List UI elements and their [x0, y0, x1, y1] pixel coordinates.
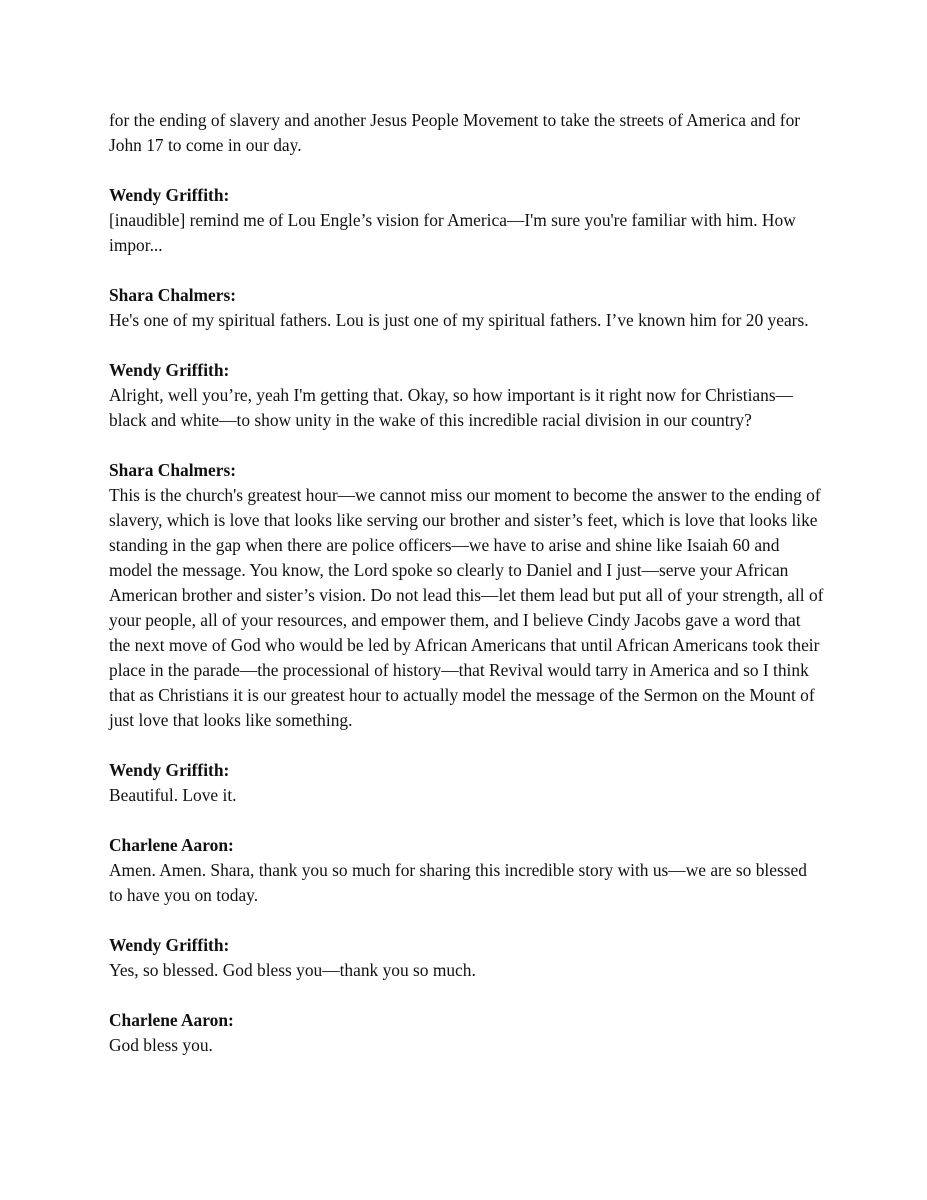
speaker-name: Shara Chalmers:	[109, 285, 237, 305]
speech-text: God bless you.	[109, 1035, 213, 1055]
speech-text: [inaudible] remind me of Lou Engle’s vision for America—I'm sure you're familiar with him. How impor...	[109, 210, 796, 255]
intro-paragraph: for the ending of slavery and another Jesus People Movement to take the streets of America and for John 17 to come in our day.	[109, 110, 801, 155]
transcript-turn	[109, 758, 824, 808]
transcript-turn	[109, 283, 824, 333]
speaker-name: Charlene Aaron:	[109, 1010, 234, 1030]
speech-text: He's one of my spiritual fathers. Lou is just one of my spiritual fathers. I’ve known him for 20 years.	[109, 310, 809, 330]
speech-text: Alright, well you’re, yeah I'm getting that. Okay, so how important is it right now for Christians—black and white—to show unity in the wake of this incredible racial division in our country?	[109, 385, 793, 430]
speech-text: Amen. Amen. Shara, thank you so much for sharing this incredible story with us—we are so blessed to have you on today.	[109, 860, 807, 905]
speaker-name: Shara Chalmers:	[109, 460, 237, 480]
speaker-name: Wendy Griffith:	[109, 935, 230, 955]
transcript-turn	[109, 183, 824, 258]
transcript-turn	[109, 1008, 824, 1058]
speaker-name: Charlene Aaron:	[109, 835, 234, 855]
speech-text: Yes, so blessed. God bless you—thank you so much.	[109, 960, 476, 980]
speaker-name: Wendy Griffith:	[109, 760, 230, 780]
transcript-turn	[109, 358, 824, 433]
transcript-turn	[109, 458, 824, 733]
speech-text: Beautiful. Love it.	[109, 785, 237, 805]
speaker-name: Wendy Griffith:	[109, 185, 230, 205]
transcript-page	[109, 108, 824, 1083]
speaker-name: Wendy Griffith:	[109, 360, 230, 380]
transcript-turn	[109, 833, 824, 908]
transcript-turn	[109, 933, 824, 983]
speech-text: This is the church's greatest hour—we cannot miss our moment to become the answer to the ending of slavery, which is love that looks like serving our brother and sister’s feet, which is love that looks like standing in the gap when there are police officers—we have to arise and shine like Isaiah 60 and model the message. You know, the Lord spoke so clearly to Daniel and I just—serve your African American brother and sister’s vision. Do not lead this—let them lead but put all of your strength, all of your people, all of your resources, and empower them, and I believe Cindy Jacobs gave a word that the next move of God who would be led by African Americans that until African Americans took their place in the parade—the processional of history—that Revival would tarry in America and so I think that as Christians it is our greatest hour to actually model the message of the Sermon on the Mount of just love that looks like something.	[109, 485, 824, 730]
